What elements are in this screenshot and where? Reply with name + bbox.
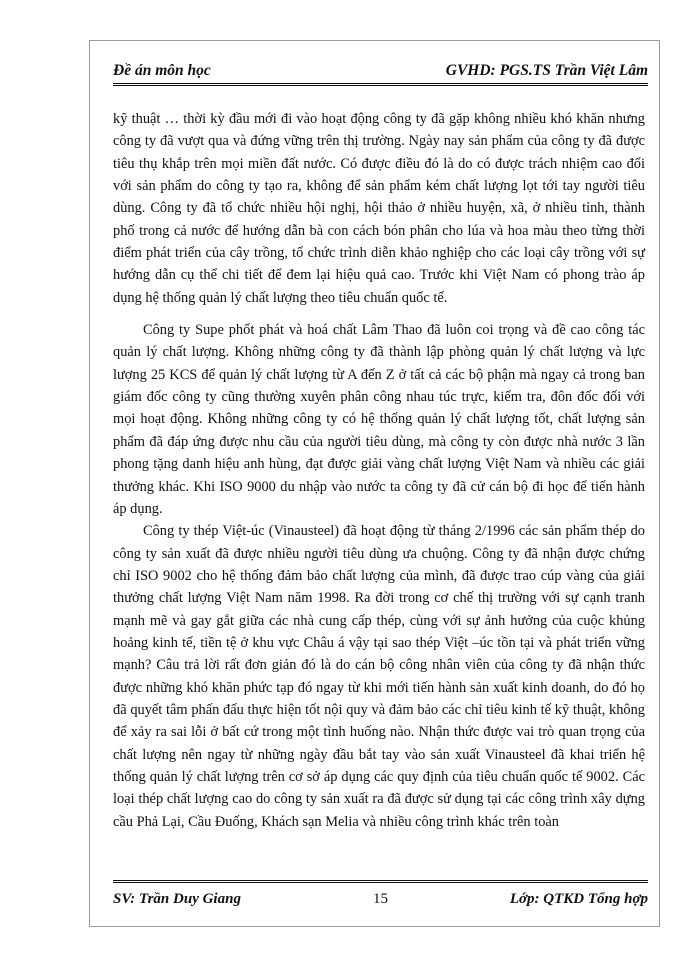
header-course-title: Đề án môn học — [113, 62, 211, 79]
document-body — [113, 108, 645, 833]
paragraph-3: Công ty thép Việt-úc (Vinausteel) đã hoạt động từ tháng 2/1996 các sản phẩm thép do công ty sản xuất đã được nhiều người tiêu dùng ưa chuộng. Công ty đã nhận được chứng chỉ ISO 9002 cho hệ thống đảm bảo chất lượng của mình, đã được trao cúp vàng của giải thưởng chất lượng Việt Nam năm 1998. Ra đời trong cơ chế thị trường với sự cạnh tranh mạnh mẽ và gay gắt giữa các nhà cung cấp thép, cùng với sự ảnh hưởng của cuộc khủng hoảng kinh tế, tiền tệ ở khu vực Châu á vậy tại sao thép Việt –úc tồn tại và phát triển vững mạnh? Câu trả lời rất đơn giản đó là do cán bộ công nhân viên của công ty đã nhận thức được những khó khăn phức tạp đó ngay từ khi mới tiến hành sản xuất kinh doanh, do đó họ đã quyết tâm phấn đấu thực hiện tốt nội quy và đảm bảo các chỉ tiêu kinh tế kỹ thuật, không để xảy ra sai lỗi ở bất cứ trong một tình huống nào. Nhận thức được vai trò quan trọng của chất lượng nên ngay từ những ngày đầu bắt tay vào sản xuất Vinausteel đã khai triển hệ thống quản lý chất lượng trên cơ sở áp dụng các quy định của tiêu chuẩn quốc tế 9002. Các loại thép chất lượng cao do công ty sản xuất ra đã được sử dụng tại các công trình xây dựng cầu Phả Lại, Cầu Đuống, Khách sạn Melia và nhiều công trình khác trên toàn — [113, 523, 645, 830]
page-header — [113, 60, 648, 86]
footer-class: Lớp: QTKD Tổng hợp — [509, 891, 648, 907]
page-number: 15 — [373, 891, 388, 907]
paragraph-1: kỹ thuật … thời kỳ đầu mới đi vào hoạt động công ty đã gặp không nhiều khó khăn nhưng công ty đã vượt qua và đứng vững trên thị trường. Ngày nay sản phẩm của công ty đã được tiêu thụ khắp trên mọi miền đất nước. Có được điều đó là do có được trách nhiệm cao đối với sản phẩm do công ty tạo ra, không để sản phẩm kém chất lượng lọt tới tay người tiêu dùng. Công ty đã tổ chức nhiều hội nghị, hội thảo ở nhiều huyện, xã, ở nhiều tỉnh, thành phố trong cả nước để hướng dẫn bà con cách bón phân cho lúa và hoa màu theo từng thời điểm phát triển của cây trồng, tổ chức trình diễn khảo nghiệp cho các loại cây trồng với sự hướng dẫn cụ thể chi tiết để đem lại hiệu quả cao. Trước khi Việt Nam có phong trào áp dụng hệ thống quản lý chất lượng theo tiêu chuẩn quốc tế. — [113, 111, 645, 306]
footer-student: SV: Trần Duy Giang — [113, 891, 241, 907]
header-advisor: GVHD: PGS.TS Trần Việt Lâm — [445, 62, 648, 79]
paragraph-2: Công ty Supe phốt phát và hoá chất Lâm Thao đã luôn coi trọng và đề cao công tác quản lý chất lượng. Không những công ty đã thành lập phòng quản lý chất lượng và lực lượng 25 KCS để quản lý chất lượng từ A đến Z ở tất cả các bộ phận mà ngay cả trong ban giám đốc công ty cũng thường xuyên phân công nhau túc trực, kiểm tra, đôn đốc đối với mọi hoạt động. Không những công ty có hệ thống quản lý chất lượng tốt, chất lượng sản phẩm đã đáp ứng được nhu cầu của người tiêu dùng, mà công ty còn được nhà nước 3 lần phong tặng danh hiệu anh hùng, đạt được giải vàng chất lượng Việt Nam và nhiều các giải thưởng khác. Khi ISO 9000 du nhập vào nước ta công ty đã cử cán bộ đi học để tiến hành áp dụng. — [113, 322, 645, 517]
page-footer — [113, 880, 648, 912]
